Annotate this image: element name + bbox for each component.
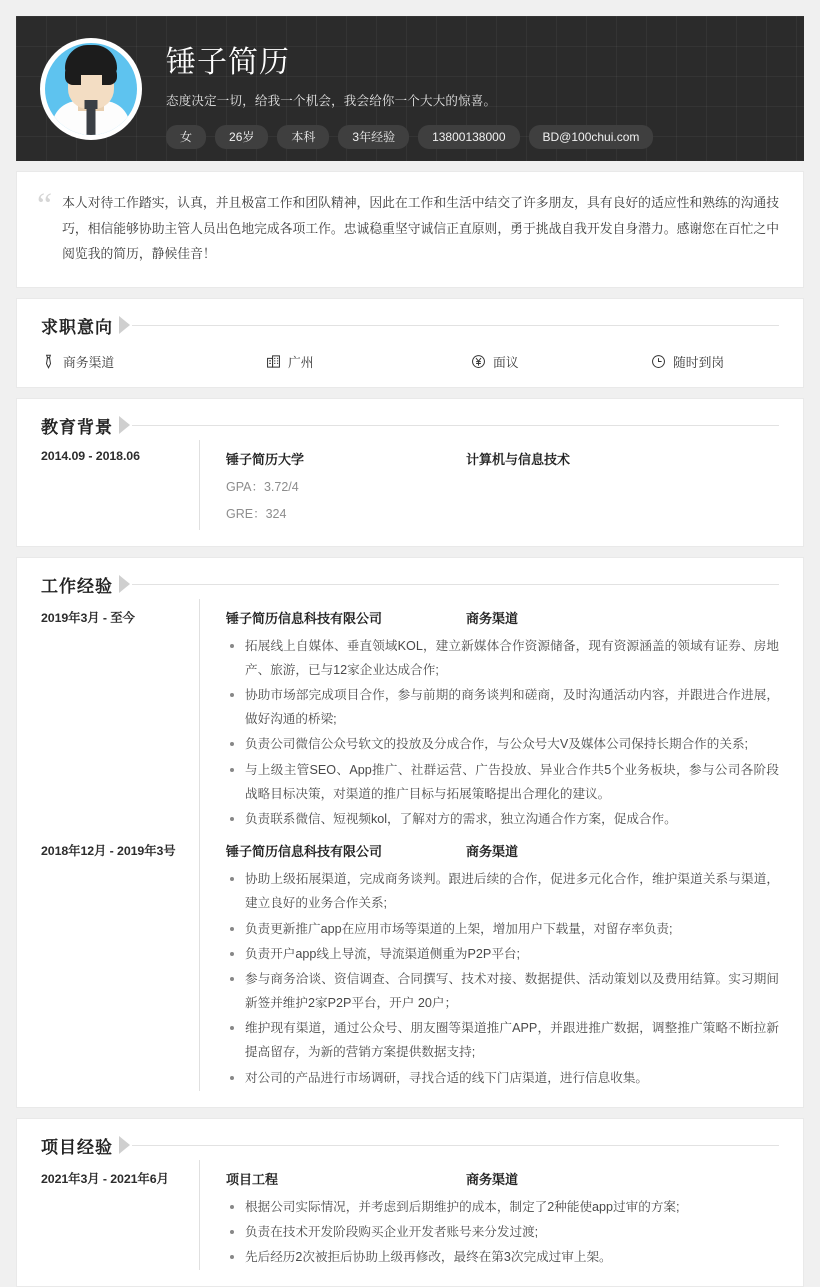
section-title: 教育背景 [41,417,113,437]
section-divider [132,584,779,585]
education-entry-body [199,440,779,530]
intent-label: 面议 [493,354,519,370]
section-divider [132,425,779,426]
work-entry [41,832,779,1091]
work-entry-body [199,832,779,1091]
bullet-item: 维护现有渠道，通过公众号、朋友圈等渠道推广APP，并跟进推广数据，调整推广策略不断拉新提高留存，为新的营销方案提供数据支持; [226,1016,779,1064]
job-intention-row [41,352,779,371]
intent-item-salary [471,352,651,371]
company-name: 锤子简历信息科技有限公司 [226,610,383,626]
section-title: 工作经验 [41,576,113,596]
pill-education: 本科 [277,125,329,149]
work-bullet-list [226,867,779,1090]
bullet-item: 对公司的产品进行市场调研，寻找合适的线下门店渠道，进行信息收集。 [226,1066,779,1090]
work-date: 2018年12月 - 2019年3号 [41,844,176,859]
intent-label: 随时到岗 [673,354,725,370]
section-header-work [41,558,779,599]
project-role: 商务渠道 [466,1171,519,1187]
pill-gender: 女 [166,125,206,149]
bullet-item: 与上级主管SEO、App推广、社群运营、广告投放、异业合作共5个业务板块，参与公司各阶段战略目标决策，对渠道的推广目标与拓展策略提出合理化的建议。 [226,758,779,806]
pill-age: 26岁 [215,125,268,149]
section-divider [132,1145,779,1146]
quotation-mark-icon: “ [37,187,53,224]
bullet-item: 负责在技术开发阶段购买企业开发者账号来分发过渡; [226,1220,779,1244]
self-evaluation-text: 本人对待工作踏实，认真，并且极富工作和团队精神，因此在工作和生活中结交了许多朋友，具有良好的适应性和熟练的沟通技巧，相信能够协助主管人员出色地完成各项工作。忠诚稳重坚守诚信正直原则，勇于挑战自我开发自身潜力。感谢您在百忙之中阅览我的简历，静候佳音！ [62,195,779,262]
bullet-item: 协助上级拓展渠道，完成商务谈判。跟进后续的合作，促进多元化合作，维护渠道关系与渠道，建立良好的业务合作关系; [226,867,779,915]
school-name: 锤子简历大学 [226,451,305,467]
project-name: 项目工程 [226,1171,279,1187]
work-entry-head [226,841,779,860]
candidate-slogan: 态度决定一切，给我一个机会，我会给你一个大大的惊喜。 [166,94,497,108]
male-avatar-illustration-icon [45,43,137,135]
bullet-item: 协助市场部完成项目合作，参与前期的商务谈判和磋商，及时沟通活动内容，并跟进合作进展，做好沟通的桥梁; [226,683,779,731]
education-date: 2014.09 - 2018.06 [41,448,140,463]
project-entry-body [199,1160,779,1271]
bullet-item: 负责公司微信公众号软文的投放及分成合作，与公众号大V及媒体公司保持长期合作的关系; [226,732,779,756]
section-title: 求职意向 [41,317,113,337]
info-pill-list [166,125,804,149]
avatar-container [16,16,166,140]
section-divider [132,325,779,326]
major-name: 计算机与信息技术 [466,451,571,467]
company-name: 锤子简历信息科技有限公司 [226,844,383,860]
intent-item-availability [651,352,724,371]
yen-circle-icon [471,354,486,369]
clock-icon [651,354,666,369]
pill-email: BD@100chui.com [529,125,654,149]
intent-item-position [41,352,266,371]
section-arrow-icon [119,416,130,434]
section-title: 项目经验 [41,1137,113,1157]
bullet-item: 参与商务洽谈、资信调查、合同撰写、技术对接、数据提供、活动策划以及费用结算。实习期间新签并维护2家P2P平台，开户 20户； [226,967,779,1015]
resume-header [16,16,804,161]
education-card [16,398,804,547]
work-entry [41,599,779,832]
section-arrow-icon [119,575,130,593]
education-entry [41,440,779,530]
project-experience-card [16,1118,804,1287]
header-main [166,16,804,149]
work-date: 2019年3月 - 至今 [41,610,135,625]
bullet-item: 先后经历2次被拒后协助上级再修改，最终在第3次完成过审上架。 [226,1245,779,1269]
education-gpa: GPA：3.72/4 [226,479,299,494]
education-entry-head [226,449,779,468]
work-entry-head [226,608,779,627]
project-entry-head [226,1169,779,1188]
necktie-icon [41,354,56,369]
project-entry [41,1160,779,1271]
work-bullet-list [226,634,779,831]
work-entry-body [199,599,779,832]
work-experience-card [16,557,804,1108]
section-header-project [41,1119,779,1160]
section-arrow-icon [119,316,130,334]
pill-experience: 3年经验 [338,125,409,149]
pill-phone: 13800138000 [418,125,519,149]
bullet-item: 负责更新推广app在应用市场等渠道的上架，增加用户下载量，对留存率负责; [226,917,779,941]
section-arrow-icon [119,1136,130,1154]
self-evaluation-card [16,171,804,288]
bullet-item: 负责联系微信、短视频kol，了解对方的需求，独立沟通合作方案，促成合作。 [226,807,779,831]
education-gre: GRE：324 [226,506,287,521]
candidate-name: 锤子简历 [166,46,290,79]
avatar [40,38,142,140]
bullet-item: 根据公司实际情况，并考虑到后期维护的成本，制定了2种能使app过审的方案; [226,1195,779,1219]
bullet-item: 负责开户app线上导流，导流渠道侧重为P2P平台; [226,942,779,966]
intent-item-city [266,352,471,371]
job-role: 商务渠道 [466,844,519,860]
project-bullet-list [226,1195,779,1270]
intent-label: 商务渠道 [63,354,115,370]
job-intention-card [16,298,804,388]
intent-label: 广州 [288,354,314,370]
bullet-item: 拓展线上自媒体、垂直领域KOL，建立新媒体合作资源储备，现有资源涵盖的领域有证券、房地产、旅游，已与12家企业达成合作; [226,634,779,682]
section-header-education [41,399,779,440]
project-date: 2021年3月 - 2021年6月 [41,1171,169,1186]
building-icon [266,354,281,369]
section-header-job-intention [41,299,779,340]
job-role: 商务渠道 [466,610,519,626]
